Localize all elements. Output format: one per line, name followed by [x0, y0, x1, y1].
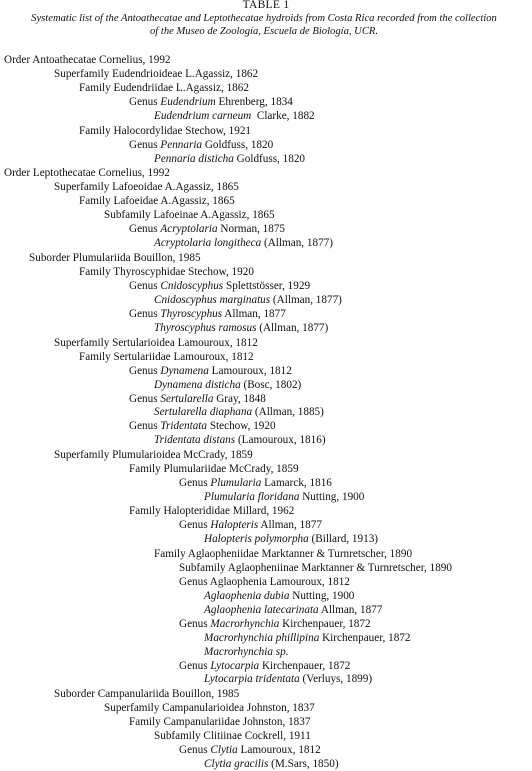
taxon-authority: (Allman, 1877) — [256, 321, 329, 334]
taxon-name-italic: Macrorhynchia sp. — [204, 645, 289, 658]
taxon-authority: Allman, 1877 — [318, 603, 383, 616]
taxon-name-italic: Eudendrium — [160, 95, 216, 108]
taxon-name-italic: Plumularia floridana — [204, 491, 300, 504]
taxon-rank-text: Subfamily Lafoeinae A.Agassiz, 1865 — [104, 209, 275, 222]
taxon-authority: (Allman, 1877) — [270, 293, 342, 306]
taxon-name-italic: Clytia — [210, 744, 238, 757]
taxon-row — [179, 476, 332, 490]
taxon-row — [154, 547, 412, 561]
taxon-row — [179, 743, 321, 757]
taxon-name-italic: Plumularia — [210, 477, 262, 490]
taxon-row — [79, 265, 254, 279]
taxon-rank-text: Genus — [129, 279, 161, 292]
taxon-name-italic: Pennaria disticha — [154, 152, 234, 165]
taxon-rank-text: Order Leptothecatae Cornelius, 1992 — [4, 167, 170, 180]
species-row — [204, 603, 382, 617]
taxon-row — [54, 448, 253, 462]
taxon-authority: Kirchenpauer, 1872 — [279, 617, 371, 630]
taxon-row — [54, 180, 239, 194]
species-row — [154, 378, 301, 392]
taxon-row — [179, 518, 322, 532]
taxon-rank-text: Genus — [179, 477, 211, 490]
species-row — [204, 645, 289, 659]
taxon-authority: (Bosc, 1802) — [240, 378, 302, 391]
taxon-name-italic: Sertularella — [160, 392, 214, 405]
species-row — [204, 672, 372, 686]
taxon-rank-text: Family Plumulariidae McCrady, 1859 — [129, 463, 299, 476]
taxon-authority: Stechow, 1920 — [207, 420, 276, 433]
taxon-authority: Nutting, 1900 — [289, 589, 355, 602]
species-row — [154, 109, 315, 123]
taxon-name-italic: Aglaophenia dubia — [204, 589, 290, 602]
taxon-row — [54, 687, 239, 701]
taxon-rank-text: Genus — [129, 138, 161, 151]
taxon-row — [79, 194, 235, 208]
taxon-name-italic: Sertularella diaphana — [154, 406, 253, 419]
taxon-name-italic: Dynamena — [160, 364, 209, 377]
taxon-name-italic: Thyroscyphus — [160, 307, 223, 320]
taxon-row — [79, 124, 251, 138]
taxon-rank-text: Genus — [179, 617, 211, 630]
taxon-rank-text: Order Antoathecatae Cornelius, 1992 — [4, 54, 171, 66]
taxon-name-italic: Acryptolaria — [160, 223, 218, 236]
taxon-rank-text: Family Campanulariidae Johnston, 1837 — [129, 716, 311, 729]
taxon-name-italic: Clytia gracilis — [204, 758, 269, 771]
taxon-row — [129, 419, 276, 433]
taxon-row — [129, 138, 273, 152]
table-caption — [10, 12, 518, 38]
taxon-row — [54, 336, 258, 350]
taxon-rank-text: Suborder Plumulariida Bouillon, 1985 — [29, 252, 201, 265]
taxon-row — [129, 307, 286, 321]
species-row — [204, 757, 339, 771]
taxon-authority: Lamouroux, 1812 — [208, 364, 292, 377]
taxon-row — [4, 53, 171, 67]
taxon-name-italic: Cnidoscyphus marginatus — [154, 293, 271, 306]
taxon-row — [129, 279, 310, 293]
taxon-authority: Allman, 1877 — [258, 519, 322, 532]
taxon-name-italic: Eudendrium carneum — [154, 109, 252, 122]
taxon-row — [129, 392, 266, 406]
species-row — [204, 589, 354, 603]
taxon-authority: Nutting, 1900 — [299, 491, 365, 504]
taxon-row — [79, 350, 254, 364]
taxon-authority: Kirchenpauer, 1872 — [319, 631, 411, 644]
taxon-row — [129, 95, 293, 109]
taxon-rank-text: Superfamily Lafoeoidae A.Agassiz, 1865 — [54, 181, 239, 194]
caption-line-1: Systematic list of the Antoathecatae and Leptothecatae hydroids from Costa Rica recorded from the collection — [31, 13, 497, 24]
taxon-row — [179, 561, 452, 575]
taxon-rank-text: Family Thyroscyphidae Stechow, 1920 — [79, 266, 254, 279]
taxon-authority: (Lamouroux, 1816) — [235, 434, 326, 447]
taxon-authority: (Billard, 1913) — [308, 533, 379, 545]
taxon-name-italic: Tridentata — [160, 420, 208, 433]
taxon-row — [129, 364, 292, 378]
taxon-name-italic: Acryptolaria longitheca — [154, 237, 262, 250]
species-row — [154, 405, 324, 419]
species-row — [154, 152, 305, 166]
taxon-name-italic: Thyroscyphus ramosus — [154, 321, 257, 334]
table-title: TABLE 1 — [242, 0, 290, 11]
taxon-rank-text: Genus — [129, 392, 161, 405]
species-row — [204, 532, 378, 546]
taxon-rank-text: Genus Aglaophenia Lamouroux, 1812 — [179, 575, 350, 588]
taxon-rank-text: Genus — [129, 364, 161, 377]
taxon-rank-text: Superfamily Campanularioidea Johnston, 1837 — [104, 702, 315, 715]
taxon-row — [179, 659, 350, 673]
taxon-name-italic: Macrorhynchia phillipina — [204, 631, 320, 644]
species-row — [204, 631, 411, 645]
species-row — [154, 433, 326, 447]
taxon-row — [129, 462, 299, 476]
taxon-name-italic: Macrorhynchia — [210, 617, 280, 630]
taxon-name-italic: Dynamena disticha — [154, 378, 241, 391]
taxon-row — [179, 617, 371, 631]
taxon-row — [79, 81, 249, 95]
taxon-rank-text: Suborder Campanulariida Bouillon, 1985 — [54, 688, 240, 701]
taxon-authority: (Verluys, 1899) — [299, 673, 373, 686]
taxon-row — [154, 729, 311, 743]
taxon-rank-text: Genus — [179, 519, 211, 532]
taxon-rank-text: Family Lafoeidae A.Agassiz, 1865 — [79, 195, 235, 208]
taxon-authority: Ehrenberg, 1834 — [215, 95, 293, 108]
taxon-authority: Allman, 1877 — [222, 307, 286, 320]
taxon-rank-text: Superfamily Sertularioidea Lamouroux, 1812 — [54, 336, 258, 349]
taxon-rank-text: Family Sertulariidae Lamouroux, 1812 — [79, 350, 254, 363]
taxon-name-italic: Tridentata distans — [154, 434, 236, 447]
taxon-rank-text: Family Halopterididae Millard, 1962 — [129, 505, 295, 518]
taxon-rank-text: Genus — [129, 223, 161, 236]
taxon-name-italic: Lytocarpia tridentata — [204, 673, 300, 686]
taxon-authority: (Allman, 1877) — [261, 237, 333, 250]
taxon-name-italic: Lytocarpia — [210, 659, 260, 672]
taxon-authority: Gray, 1848 — [213, 392, 266, 405]
taxon-authority: Goldfuss, 1820 — [202, 138, 274, 151]
taxon-rank-text: Family Eudendriidae L.Agassiz, 1862 — [79, 81, 249, 94]
taxon-rank-text: Genus — [129, 95, 161, 108]
species-row — [204, 490, 364, 504]
taxon-row — [104, 701, 315, 715]
species-row — [154, 321, 328, 335]
taxon-name-italic: Pennaria — [160, 138, 203, 151]
taxon-row — [179, 575, 350, 589]
taxon-authority: Lamouroux, 1812 — [237, 744, 321, 757]
taxon-authority: Clarke, 1882 — [251, 109, 315, 122]
taxon-rank-text: Genus — [179, 659, 211, 672]
taxon-name-italic: Aglaophenia latecarinata — [204, 603, 319, 616]
caption-line-2: of the Museo de Zoología, Escuela de Biología, UCR. — [149, 26, 379, 38]
taxon-row — [104, 208, 275, 222]
taxon-authority: Kirchenpauer, 1872 — [259, 659, 351, 672]
taxon-row — [29, 251, 201, 265]
taxon-authority: Norman, 1875 — [217, 223, 286, 236]
taxon-row — [4, 166, 170, 180]
species-row — [154, 236, 333, 250]
taxon-name-italic: Cnidoscyphus — [160, 279, 224, 292]
taxon-authority: (M.Sars, 1850) — [268, 758, 339, 771]
taxon-row — [129, 715, 310, 729]
taxon-name-italic: Halopteris — [210, 519, 259, 532]
taxon-rank-text: Superfamily Plumularioidea McCrady, 1859 — [54, 449, 253, 462]
taxon-rank-text: Genus — [179, 744, 211, 757]
taxon-rank-text: Genus — [129, 307, 161, 320]
taxon-row — [54, 67, 258, 81]
taxon-row — [129, 504, 294, 518]
taxon-rank-text: Superfamily Eudendrioideae L.Agassiz, 1862 — [54, 67, 259, 80]
taxon-rank-text: Family Aglaopheniidae Marktanner & Turnretscher, 1890 — [154, 547, 413, 560]
taxon-rank-text: Subfamily Aglaopheniinae Marktanner & Turnretscher, 1890 — [179, 561, 452, 574]
taxon-authority: Lamarck, 1816 — [261, 477, 332, 490]
taxon-authority: Goldfuss, 1820 — [233, 152, 306, 165]
species-row — [154, 293, 342, 307]
taxon-authority: (Allman, 1885) — [252, 406, 324, 419]
taxon-name-italic: Halopteris polymorpha — [204, 533, 309, 545]
taxon-rank-text: Genus — [129, 420, 161, 433]
taxon-rank-text: Family Halocordylidae Stechow, 1921 — [79, 124, 252, 137]
taxon-row — [129, 222, 285, 236]
taxon-rank-text: Subfamily Clitiinae Cockrell, 1911 — [154, 730, 311, 743]
taxon-authority: Splettstösser, 1929 — [223, 279, 311, 292]
